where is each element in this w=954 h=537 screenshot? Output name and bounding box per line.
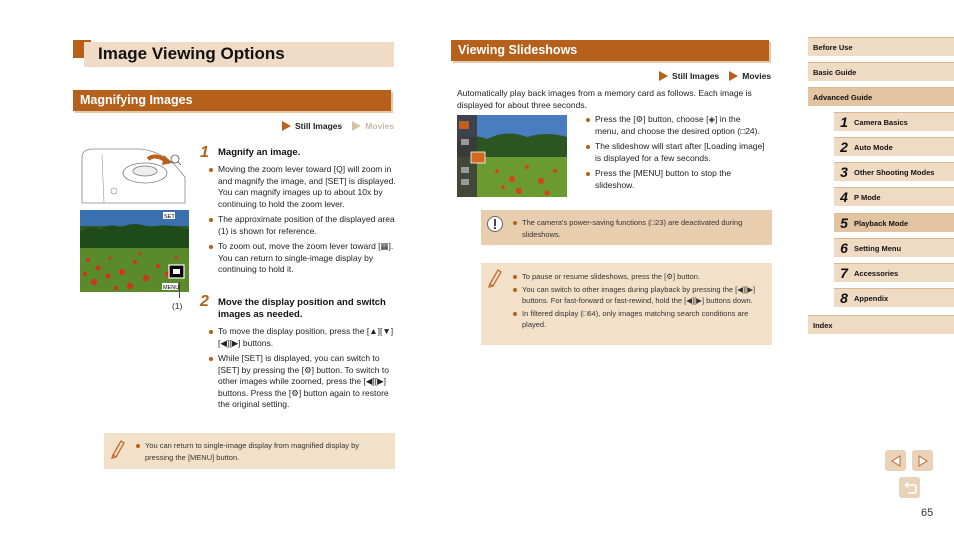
movies-icon [352,121,361,131]
chapter-label: Camera Basics [854,117,908,127]
movies-icon [729,71,738,81]
nav-basic-guide[interactable]: Basic Guide [808,62,954,81]
nav-chapter-8[interactable] [834,288,954,307]
nav-chapter-3[interactable] [834,162,954,181]
image-type-filter [282,121,394,131]
caution-box [481,210,772,245]
step-title-1: Magnify an image. [218,147,301,158]
warning-icon [486,215,504,238]
note-box-right [481,263,772,345]
arrow-right-icon [918,455,928,467]
list-item: The slideshow will start after [Loading image] is displayed for a few seconds. [586,141,766,164]
caution-item: The camera's power-saving functions (□23) are deactivated during slideshows. [513,217,763,240]
note-item: You can switch to other images during playback by pressing the [◀][▶] buttons. For fast-forward or fast-rewind, hold the [◀][▶] buttons down. [513,284,763,307]
slideshow-screen-image [457,115,567,197]
callout-line [179,282,180,298]
nav-index[interactable]: Index [808,315,954,334]
arrow-left-icon [891,455,901,467]
nav-chapter-4[interactable] [834,187,954,206]
chapter-number: 4 [840,188,848,205]
chapter-label: Appendix [854,293,889,303]
pencil-icon [110,439,126,464]
note-item: To pause or resume slideshows, press the [⚙] button. [513,271,763,283]
nav-chapter-6[interactable] [834,238,954,257]
section-title-slideshows: Viewing Slideshows [451,40,769,61]
slideshow-bullets [586,114,766,195]
page-number: 65 [921,507,934,519]
previous-page-button[interactable] [885,450,906,471]
image-type-filter-right [659,71,771,81]
still-images-icon [659,71,668,81]
chapter-label: Accessories [854,268,899,278]
callout-label: (1) [172,301,183,311]
chapter-label: Setting Menu [854,243,902,253]
note-box [104,433,395,469]
chapter-number: 7 [840,264,848,281]
filter-still-label: Still Images [672,71,720,81]
list-item: Moving the zoom lever toward [Q] will zoom in and magnify the image, and [SET] is displayed. You can magnify images up to about 10x by continuing to hold the zoom lever. [209,164,397,210]
chapter-number: 5 [840,214,848,231]
list-item: To zoom out, move the zoom lever toward [▦]. You can return to single-image display by continuing to hold it. [209,241,397,276]
next-page-button[interactable] [912,450,933,471]
nav-chapter-7[interactable] [834,263,954,282]
chapter-label: Auto Mode [854,142,893,152]
step-number-1: 1 [200,144,209,161]
list-item: To move the display position, press the [▲][▼][◀][▶] buttons. [209,326,397,349]
chapter-number: 3 [840,163,848,180]
camera-zoom-lever-illustration [80,147,189,205]
list-item: The approximate position of the displayed area (1) is shown for reference. [209,214,397,237]
page-title: Image Viewing Options [98,44,285,63]
chapter-label: P Mode [854,192,881,202]
filter-still-label: Still Images [295,121,343,131]
pencil-icon [487,268,503,293]
magnified-photo [80,210,189,292]
chapter-number: 6 [840,239,848,256]
svg-text:SET: SET [164,214,175,220]
note-item: You can return to single-image display from magnified display by pressing the [MENU] button. [136,440,388,463]
nav-chapter-5[interactable] [834,213,954,232]
svg-text:MENU: MENU [163,285,180,291]
step-title-2: Move the display position and switch images as needed. [218,297,386,320]
section-title-magnifying: Magnifying Images [73,90,391,111]
chapter-label: Playback Mode [854,218,909,228]
step2-bullets [209,326,397,415]
nav-chapter-1[interactable] [834,112,954,131]
chapter-number: 2 [840,138,848,155]
return-icon [903,482,917,494]
chapter-number: 8 [840,289,848,306]
nav-chapter-2[interactable] [834,137,954,156]
list-item: While [SET] is displayed, you can switch to [SET] by pressing the [⚙] button. To switch to other images while zoomed, press the [◀][▶] buttons. Press the [⚙] button again to restore the original setting. [209,353,397,411]
return-button[interactable] [899,477,920,498]
slideshow-intro: Automatically play back images from a memory card as follows. Each image is displayed for about three seconds. [457,88,752,110]
chapter-label: Other Shooting Modes [854,167,935,177]
step-number-2: 2 [200,293,209,310]
step1-bullets [209,164,397,280]
nav-advanced-guide[interactable]: Advanced Guide [808,87,954,106]
filter-movies-label: Movies [742,71,772,81]
filter-movies-label: Movies [365,121,395,131]
nav-before-use[interactable]: Before Use [808,37,954,56]
list-item: Press the [⚙] button, choose [◈] in the menu, and choose the desired option (□24). [586,114,766,137]
list-item: Press the [MENU] button to stop the slideshow. [586,168,766,191]
still-images-icon [282,121,291,131]
chapter-number: 1 [840,113,848,130]
note-item: In filtered display (□64), only images matching search conditions are played. [513,308,763,331]
